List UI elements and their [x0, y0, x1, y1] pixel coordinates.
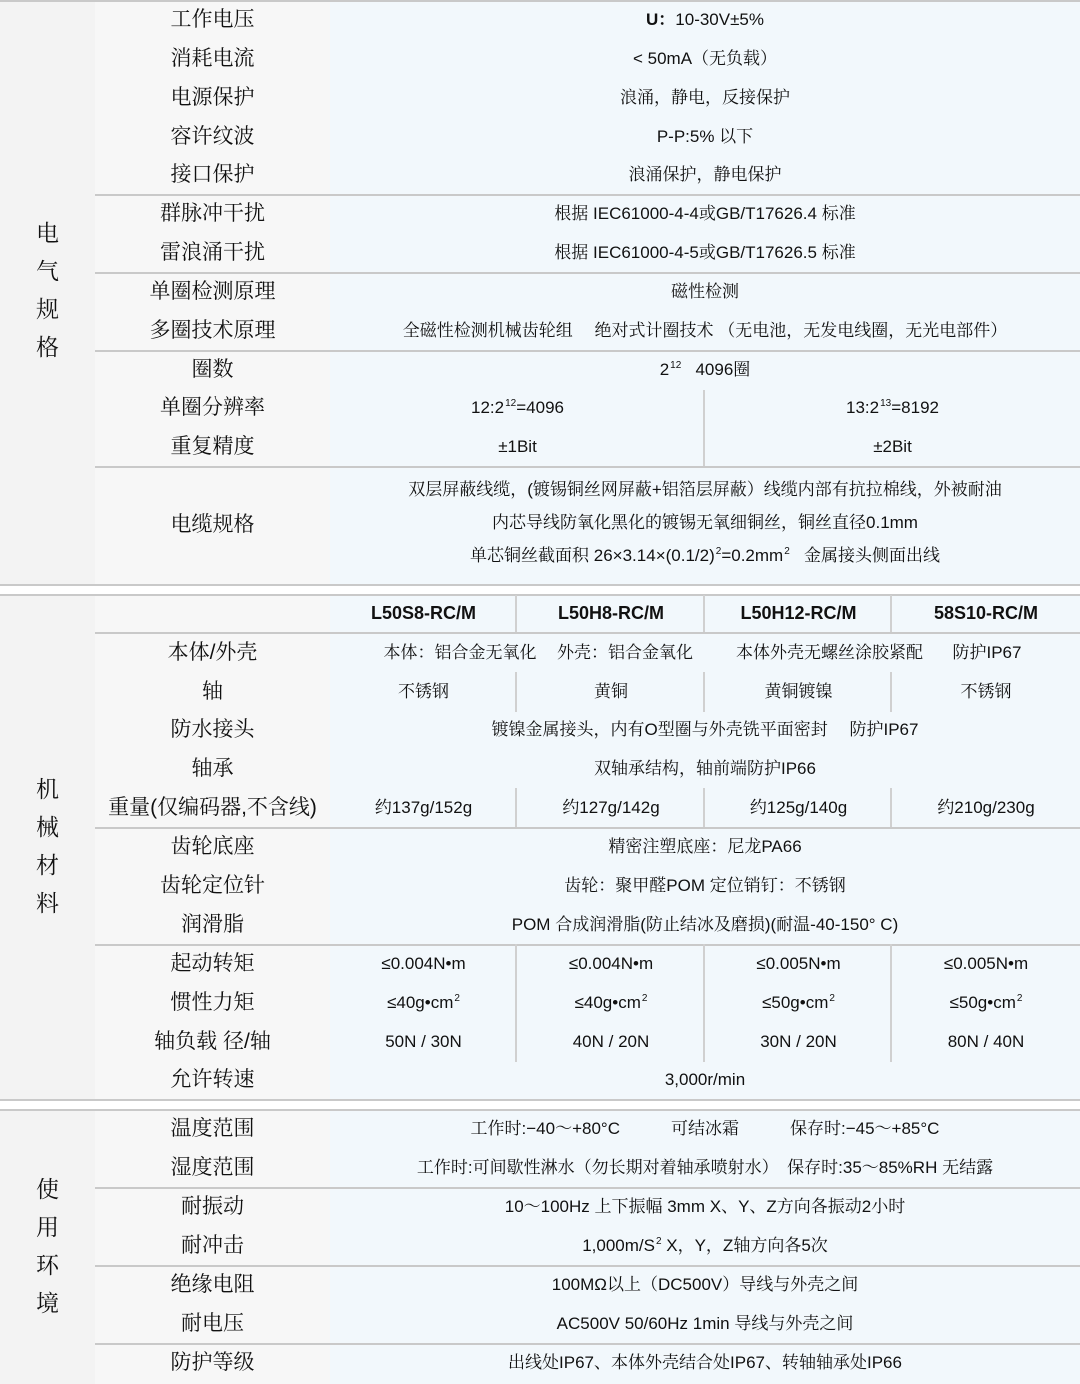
spec-value: 精密注塑底座：尼龙PA66: [608, 837, 802, 856]
cable-line3-a: 单芯铜丝截面积 26×3.14×(0.1/2): [470, 546, 715, 565]
spec-value: [705, 983, 892, 1022]
spec-value: 约127g/142g: [562, 798, 660, 817]
spec-value: 不锈钢: [960, 682, 1012, 701]
spec-label: 温度范围: [170, 1117, 255, 1140]
spec-label: 圈数: [191, 358, 234, 381]
model-header: 58S10-RC/M: [933, 603, 1039, 623]
inertia-value: ≤50g•cm: [762, 993, 829, 1012]
voltage-prefix: U：: [646, 10, 676, 29]
section-border: [0, 584, 1080, 586]
spec-value: 黄铜镀镍: [764, 682, 833, 701]
spec-label: 重量(仅编码器,不含线): [108, 796, 317, 819]
spec-label: 单圈检测原理: [149, 280, 276, 303]
spec-label: 群脉冲干扰: [160, 202, 265, 225]
spec-label: 耐电压: [181, 1312, 244, 1335]
spec-value: [330, 983, 517, 1022]
spec-label: 轴负载 径/轴: [154, 1030, 271, 1053]
spec-value: 3,000r/min: [664, 1070, 746, 1089]
resolution-b-exponent: 13: [880, 398, 892, 409]
spec-value: [705, 388, 1080, 427]
shock-pre: 1,000m/S: [582, 1236, 655, 1255]
spec-label: 耐冲击: [181, 1234, 244, 1257]
inertia-exponent: 2: [454, 993, 460, 1004]
section-title-mechanical: 机械材料: [36, 776, 59, 916]
spec-value: ≤0.005N•m: [943, 954, 1029, 973]
spec-label: 润滑脂: [181, 913, 244, 936]
spec-value: 磁性检测: [671, 282, 739, 301]
spec-value: 镀镍金属接头，内有O型圈与外壳铣平面密封 防护IP67: [491, 720, 919, 739]
row-divider: [95, 466, 1080, 468]
inertia-exponent: 2: [829, 993, 835, 1004]
cable-line: 双层屏蔽线缆，(镀锡铜丝网屏蔽+铝箔层屏蔽）线缆内部有抗拉棉线，外被耐油: [408, 480, 1002, 499]
model-header: L50H8-RC/M: [557, 603, 664, 623]
spec-value: 防护IP67: [952, 643, 1022, 662]
spec-value: 10～100Hz 上下振幅 3mm X、Y、Z方向各振动2小时: [504, 1197, 906, 1216]
turns-base: 2: [659, 360, 670, 379]
spec-value: [330, 350, 1080, 389]
model-header: L50S8-RC/M: [370, 603, 477, 623]
spec-value: AC500V 50/60Hz 1min 导线与外壳之间: [556, 1314, 854, 1333]
spec-value: 齿轮：聚甲醛POM 定位销钉：不锈钢: [564, 876, 846, 895]
spec-label: 防护等级: [170, 1351, 255, 1374]
spec-label: 容许纹波: [170, 125, 255, 148]
spec-label: 重复精度: [170, 435, 255, 458]
cable-exp: 2: [715, 546, 722, 557]
spec-label: 轴承: [191, 757, 234, 780]
spec-value: 黄铜: [594, 682, 628, 701]
spec-value: < 50mA（无负载）: [632, 49, 778, 68]
spec-value: 不锈钢: [398, 682, 449, 701]
resolution-b-base: 13:2: [846, 398, 880, 417]
cable-line: [330, 539, 1080, 572]
spec-value: [330, 1226, 1080, 1265]
spec-label: 绝缘电阻: [170, 1273, 255, 1296]
spec-label: 电源保护: [170, 86, 255, 109]
spec-label: 接口保护: [170, 163, 255, 186]
turns-exponent: 12: [670, 360, 682, 371]
spec-label: 惯性力矩: [170, 991, 255, 1014]
inertia-value: ≤40g•cm: [574, 993, 641, 1012]
spec-label: 单圈分辨率: [160, 396, 265, 419]
spec-value: 本体外壳无螺丝涂胶紧配: [736, 643, 923, 662]
turns-suffix: 4096圈: [695, 360, 751, 379]
spec-label: 齿轮定位针: [160, 874, 265, 897]
spec-label: 本体/外壳: [167, 641, 258, 664]
spec-value: ≤0.004N•m: [568, 954, 654, 973]
spec-label: 雷浪涌干扰: [160, 241, 265, 264]
section-title-electrical: 电气规格: [36, 220, 59, 360]
inertia-exponent: 2: [641, 993, 648, 1004]
spec-value: 40N / 20N: [572, 1032, 650, 1051]
spec-value: 浪涌保护，静电保护: [628, 165, 782, 184]
cable-line: 内芯导线防氧化黑化的镀锡无氧细铜丝，铜丝直径0.1mm: [492, 513, 918, 532]
spec-value: 全磁性检测机械齿轮组 绝对式计圈技术 （无电池，无发电线圈，无光电部件）: [402, 321, 1008, 340]
spec-label: 工作电压: [170, 8, 255, 31]
spec-value: 外壳：铝合金氧化: [557, 643, 693, 662]
spec-value: 约210g/230g: [937, 798, 1035, 817]
spec-value: [892, 983, 1080, 1022]
cable-line3-c: 金属接头侧面出线: [803, 546, 940, 565]
spec-value: 约125g/140g: [749, 798, 848, 817]
voltage-value: 10-30V±5%: [675, 10, 764, 29]
spec-value: 本体：铝合金无氧化: [383, 643, 537, 662]
spec-value: 根据 IEC61000-4-4或GB/T17626.4 标准: [554, 204, 856, 223]
spec-label: 电缆规格: [170, 513, 255, 536]
spec-label: 齿轮底座: [170, 835, 255, 858]
spec-value: 约137g/152g: [374, 798, 473, 817]
spec-value: ≤0.004N•m: [381, 954, 466, 973]
section-border: [0, 1099, 1080, 1101]
spec-value: POM 合成润滑脂(防止结冰及磨损)(耐温-40-150° C): [511, 915, 899, 934]
spec-value: 出线处IP67、本体外壳结合处IP67、转轴轴承处IP66: [508, 1353, 902, 1372]
spec-value: 50N / 30N: [385, 1032, 462, 1051]
spec-value: [330, 388, 705, 427]
spec-value: 100MΩ以上（DC500V）导线与外壳之间: [551, 1275, 859, 1294]
shock-post: X，Y，Z轴方向各5次: [661, 1236, 828, 1255]
inertia-exponent: 2: [1016, 993, 1023, 1004]
resolution-b-suffix: =8192: [891, 398, 939, 417]
shock-exponent: 2: [655, 1236, 662, 1247]
spec-value: 工作时:−40～+80°C 可结冰霜 保存时:−45～+85°C: [470, 1119, 940, 1138]
spec-label: 多圈技术原理: [149, 319, 276, 342]
spec-value: 80N / 40N: [947, 1032, 1025, 1051]
spec-label: 防水接头: [170, 718, 255, 741]
section-title-environment: 使用环境: [36, 1176, 59, 1316]
spec-value: 工作时:可间歇性淋水（勿长期对着轴承喷射水） 保存时:35～85%RH 无结露: [416, 1158, 994, 1177]
spec-value: 根据 IEC61000-4-5或GB/T17626.5 标准: [554, 243, 856, 262]
spec-value: 30N / 20N: [760, 1032, 837, 1051]
spec-label: 轴: [202, 680, 223, 703]
spec-value: 浪涌，静电，反接保护: [620, 88, 790, 107]
spec-value: [330, 0, 1080, 39]
spec-label: 消耗电流: [170, 47, 255, 70]
spec-label: 湿度范围: [170, 1156, 255, 1179]
inertia-value: ≤40g•cm: [387, 993, 454, 1012]
spec-value: ≤0.005N•m: [756, 954, 841, 973]
resolution-a-suffix: =4096: [516, 398, 564, 417]
spec-label: 起动转矩: [170, 952, 255, 975]
spec-label: 允许转速: [170, 1068, 255, 1091]
inertia-value: ≤50g•cm: [949, 993, 1016, 1012]
resolution-a-base: 12:2: [471, 398, 505, 417]
spec-value: ±2Bit: [873, 437, 912, 456]
model-header: L50H12-RC/M: [740, 603, 857, 623]
spec-value: ±1Bit: [498, 437, 537, 456]
resolution-a-exponent: 12: [505, 398, 517, 409]
cable-line3-b: =0.2mm: [721, 546, 784, 565]
spec-value: [517, 983, 705, 1022]
spec-label: 耐振动: [181, 1195, 244, 1218]
cable-exp: 2: [784, 546, 790, 557]
spec-value: P-P:5% 以下: [656, 127, 754, 146]
spec-value: 双轴承结构，轴前端防护IP66: [594, 759, 816, 778]
